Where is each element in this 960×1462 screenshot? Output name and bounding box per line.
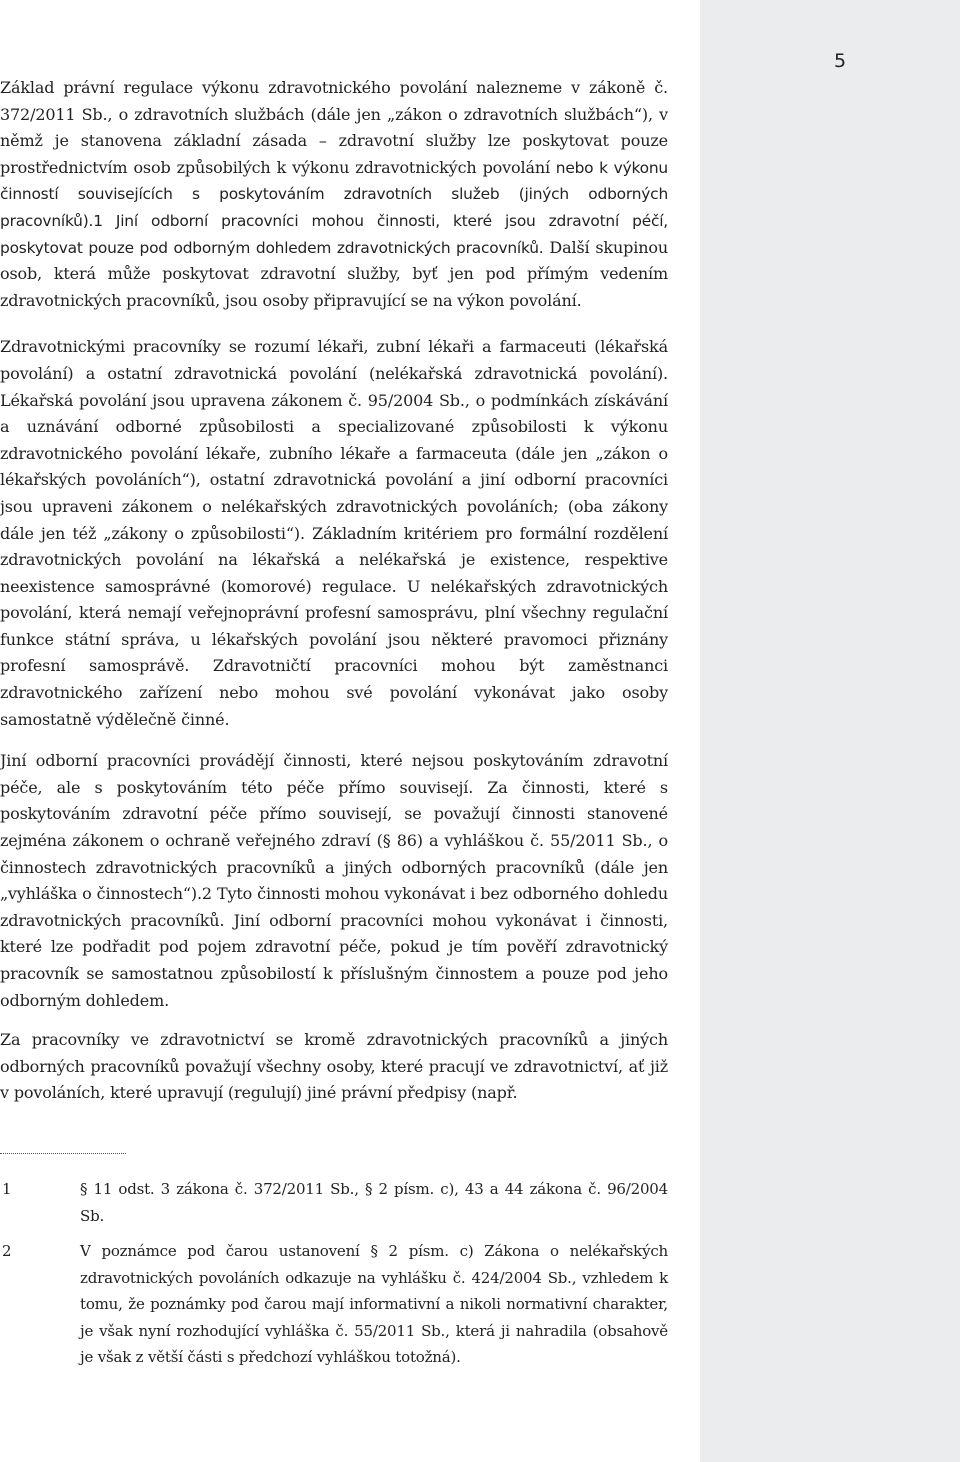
paragraph-3: Jiní odborní pracovníci provádějí činnosti, které nejsou poskytováním zdravotní péče, ale s poskytováním této péče přímo souvisejí. Za činnosti, které s poskytováním zdravotní péče přímo souvisejí, se považují činnosti stanovené zejména zákonem o ochraně veřejného zdraví (§ 86) a vyhláškou č. 55/2011 Sb., o činnostech zdravotnických pracovníků a jiných odborných pracovníků (dále jen „vyhláška o činnostech“).2 Tyto činnosti mohou vykonávat i bez odborného dohledu zdravotnických pracovníků. Jiní odborní pracovníci mohou vykonávat i činnosti, které lze podřadit pod pojem zdravotní péče, pokud je tím pověří zdravotnický pracovník se samostatnou způsobilostí k příslušným činnostem a pouze pod jeho odborným dohledem. (0, 751, 668, 1010)
footnote-text: V poznámce pod čarou ustanovení § 2 písm. c) Zákona o nelékařských zdravotnických povoláních odkazuje na vyhlášku č. 424/2004 Sb., vzhledem k tomu, že poznámky pod čarou mají informativní a nikoli normativní charakter, je však nyní rozhodující vyhláška č. 55/2011 Sb., která ji nahradila (obsahově je však z větší části s předchozí vyhláškou totožná). (80, 1242, 668, 1366)
footnote-text: § 11 odst. 3 zákona č. 372/2011 Sb., § 2 písm. c), 43 a 44 zákona č. 96/2004 Sb. (80, 1180, 668, 1225)
footnote-number: 1 (2, 1180, 12, 1198)
paragraph-1 (0, 75, 668, 314)
footnotes (0, 1176, 668, 1371)
footnote-number: 2 (2, 1242, 12, 1260)
footnote-2 (0, 1238, 668, 1371)
footnote-1 (0, 1176, 668, 1229)
paragraph-4: Za pracovníky ve zdravotnictví se kromě zdravotnických pracovníků a jiných odborných pracovníků považují všechny osoby, které pracují ve zdravotnictví, ať již v povoláních, které upravují (regulují) jiné právní předpisy (např. (0, 1030, 668, 1103)
main-text (0, 75, 668, 1107)
paragraph-1-part-a: Základ právní regulace výkonu zdravotnického povolání nalezneme v zákoně č. 372/2011 Sb., o zdravotních službách (dále jen „zákon o zdravotních službách“), v němž je stanovena základní zásada – zdravotní služby lze poskytovat pouze prostřednictvím osob způsobilých k výkonu zdravotnických povolání (0, 78, 668, 177)
paragraph-1-part-c: Další skupinou osob, která může poskytovat zdravotní služby, byť jen pod přímým vedením zdravotnických pracovníků, jsou osoby připravující se na výkon povolání. (0, 237, 668, 310)
page-margin-band (700, 0, 960, 1462)
page-number: 5 (834, 50, 847, 72)
paragraph-2: Zdravotnickými pracovníky se rozumí lékaři, zubní lékaři a farmaceuti (lékařská povolání) a ostatní zdravotnická povolání (nelékařská zdravotnická povolání). Lékařská povolání jsou upravena zákonem č. 95/2004 Sb., o podmínkách získávání a uznávání odborné způsobilosti a specializované způsobilosti k výkonu zdravotnického povolání lékaře, zubního lékaře a farmaceuta (dále jen „zákon o lékařských povoláních“), ostatní zdravotnická povolání a jiní odborní pracovníci jsou upraveni zákonem o nelékařských zdravotnických povoláních; (oba zákony dále jen též „zákony o způsobilosti“). Základním kritériem pro formální rozdělení zdravotnických povolání na lékařská a nelékařská je existence, respektive neexistence samosprávné (komorové) regulace. U nelékařských zdravotnických povolání, která nemají veřejnoprávní profesní samosprávu, plní všechny regulační funkce státní správa, u lékařských povolání jsou některé pravomoci přiznány profesní samosprávě. Zdravotničtí pracovníci mohou být zaměstnanci zdravotnického zařízení nebo mohou své povolání vykonávat jako osoby samostatně výdělečně činné. (0, 337, 668, 729)
footnote-separator (0, 1153, 126, 1154)
paragraph-1-part-b: nebo k výkonu činností souvisejících s poskytováním zdravotních služeb (jiných odborných pracovníků).1 Jiní odborní pracovníci mohou činnosti, které jsou zdravotní péčí, poskytovat pouze pod odborným dohledem zdravotnických pracovníků. (0, 158, 668, 257)
